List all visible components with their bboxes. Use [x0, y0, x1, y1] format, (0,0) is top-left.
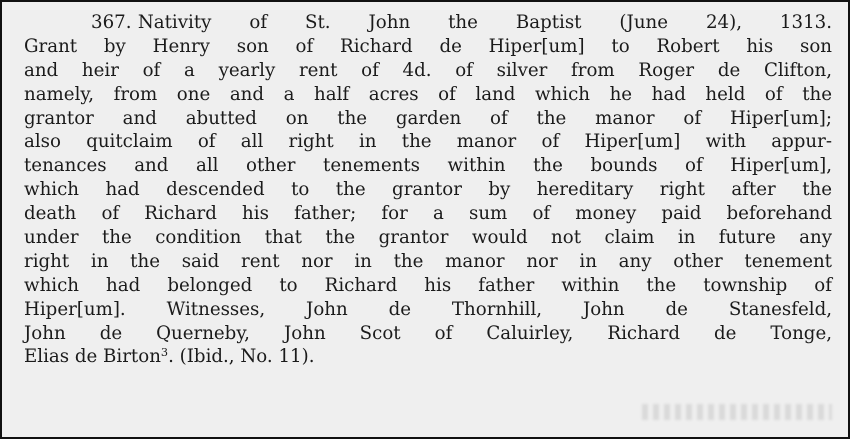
entry-line-11: right in the said rent nor in the manor nor in any other tenement — [24, 250, 832, 272]
entry-line-9: death of Richard his father; for a sum of money paid beforehand — [24, 203, 832, 225]
entry-line-1 — [24, 11, 832, 35]
entry-line-12: which had belonged to Richard his father within the township of — [24, 274, 832, 296]
entry-line-6: also quitclaim of all right in the manor of Hiper[um] with appur- — [24, 131, 832, 153]
entry-line-2: Grant by Henry son of Richard de Hiper[um] to Robert his son — [24, 35, 832, 57]
entry-line-10: under the condition that the grantor would not claim in future any — [24, 227, 832, 249]
entry-line-4: namely, from one and a half acres of land which he had held of the — [24, 83, 832, 105]
entry-line-13: Hiper[um]. Witnesses, John de Thornhill, John de Stanesfeld, — [24, 298, 832, 320]
witness-final: Elias de Birton — [24, 346, 161, 368]
entry-line-3: and heir of a yearly rent of 4d. of silver from Roger de Clifton, — [24, 59, 832, 81]
entry-line-5: grantor and abutted on the garden of the manor of Hiper[um]; — [24, 107, 832, 129]
entry-line-7: tenances and all other tenements within the bounds of Hiper[um], — [24, 155, 832, 177]
entry-line-15 — [24, 345, 832, 369]
entry-line-8: which had descended to the grantor by hereditary right after the — [24, 179, 832, 201]
bleed-through-text — [642, 404, 832, 420]
charter-entry — [24, 11, 832, 369]
footnote-marker: 3 — [160, 346, 169, 360]
entry-line-14: John de Querneby, John Scot of Caluirley, Richard de Tonge, — [24, 322, 832, 344]
source-reference: . (Ibid., No. 11). — [168, 346, 315, 368]
entry-date: Nativity of St. John the Baptist (June 24), 1313. — [137, 12, 832, 33]
entry-number: 367. — [91, 12, 132, 33]
